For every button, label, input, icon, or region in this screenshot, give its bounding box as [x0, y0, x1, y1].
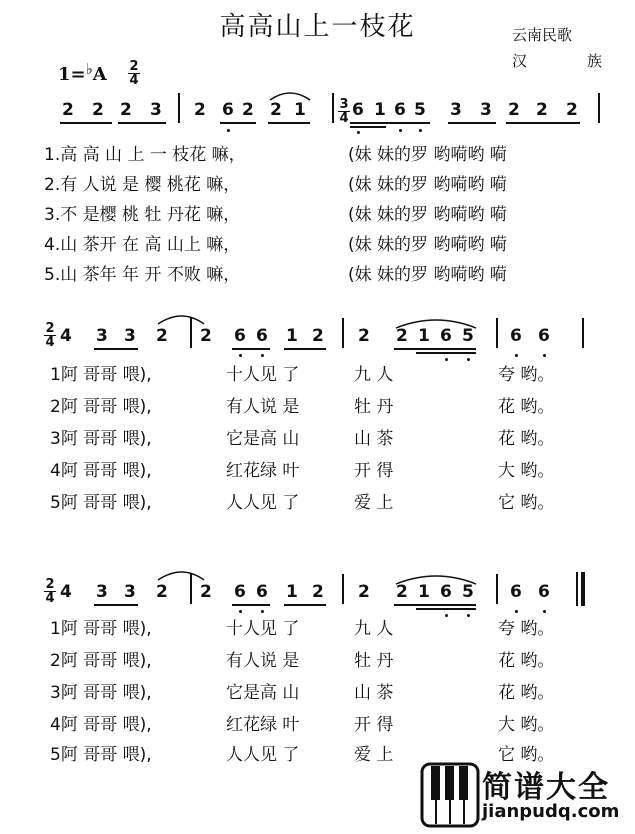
lyric-phrase: 花 哟。: [498, 397, 555, 417]
lyric-phrase: 山 茶: [354, 683, 394, 703]
octave-dot: [261, 610, 264, 613]
lyric-line: 4阿 哥哥 喂),: [50, 461, 152, 481]
final-barline-thick: [581, 572, 585, 606]
note: 6: [510, 582, 522, 602]
note: 2: [200, 582, 212, 602]
note: 3: [124, 582, 136, 602]
time-signature: [338, 98, 350, 125]
note: 2: [536, 100, 548, 120]
beam: [60, 122, 112, 124]
key-label: 1=: [58, 64, 86, 85]
lyric-phrase: 十人见 了: [226, 365, 300, 385]
note: 3: [96, 582, 108, 602]
lyric-line: 5.山 茶年 年 开 不败 嘛，: [44, 265, 241, 285]
octave-dot: [467, 358, 470, 361]
barline: [582, 318, 584, 348]
lyric-phrase: 人人见 了: [226, 745, 300, 765]
lyric-phrase: 有人说 是: [226, 651, 300, 671]
lyric-line: 2.有 人说 是 樱 桃花 嘛，: [44, 175, 241, 195]
lyric-phrase: 开 得: [354, 461, 394, 481]
final-barline-thin: [576, 572, 578, 606]
lyric-phrase: 牡 丹: [354, 397, 394, 417]
time-signature: 2 4: [45, 321, 55, 350]
beam: [448, 122, 496, 124]
lyric-line: 4.山 茶开 在 高 山上 嘛，: [44, 235, 241, 255]
octave-dot: [515, 610, 518, 613]
ethnic-char-1: 汉: [512, 52, 528, 70]
note: 2: [156, 326, 168, 346]
note: 1: [294, 100, 306, 120]
song-title: 高高山上一枝花: [219, 12, 416, 42]
note: 6: [440, 582, 452, 602]
note: 6: [538, 582, 550, 602]
note: 6: [256, 582, 268, 602]
beam: [416, 608, 476, 610]
octave-dot: [399, 129, 402, 132]
barline: [332, 93, 334, 123]
note: 6: [222, 100, 234, 120]
lyric-phrase: 红花绿 叶: [226, 715, 300, 735]
note: 2: [120, 100, 132, 120]
octave-dot: [357, 131, 360, 134]
beam: [94, 348, 138, 350]
ts-top: 2: [129, 59, 139, 74]
note: 2: [92, 100, 104, 120]
beam: [232, 348, 270, 350]
octave-dot: [543, 354, 546, 357]
lyric-phrase: 牡 丹: [354, 651, 394, 671]
octave-dot: [239, 354, 242, 357]
lyric-line: 1.高 高 山 上 一 枝花 嘛，: [44, 145, 246, 165]
lyric-phrase: 山 茶: [354, 429, 394, 449]
lyric-phrase: 爱 上: [354, 745, 394, 765]
note: 2: [358, 326, 370, 346]
note: 6: [394, 100, 406, 120]
lyric-line: 3阿 哥哥 喂),: [50, 429, 152, 449]
note: 5: [462, 582, 474, 602]
slur: [394, 316, 478, 330]
barline: [178, 93, 180, 123]
beam: [284, 604, 326, 606]
octave-dot: [543, 610, 546, 613]
note: 3: [450, 100, 462, 120]
beam: [394, 604, 476, 606]
lyric-line: 3阿 哥哥 喂),: [50, 683, 152, 703]
slur: [268, 88, 312, 102]
note: 2: [396, 326, 408, 346]
note: 6: [234, 326, 246, 346]
lyric-phrase: 人人见 了: [226, 493, 300, 513]
note: 4: [60, 582, 72, 602]
lyric-phrase: 它是高 山: [226, 683, 300, 703]
octave-dot: [445, 358, 448, 361]
note: 2: [566, 100, 578, 120]
note: 2: [156, 582, 168, 602]
note: 1: [286, 582, 298, 602]
flat-sign: ♭: [85, 60, 93, 78]
lyric-line: 5阿 哥哥 喂),: [50, 745, 152, 765]
beam: [350, 122, 430, 124]
note: 2: [194, 100, 206, 120]
octave-dot: [227, 129, 230, 132]
watermark-url: jianpudq.com: [482, 801, 620, 822]
note: 5: [414, 100, 426, 120]
beam: [232, 604, 270, 606]
note: 6: [256, 326, 268, 346]
lyric-phrase: 它 哟。: [498, 493, 555, 513]
note: 3: [150, 100, 162, 120]
lyric-phrase: 开 得: [354, 715, 394, 735]
octave-dot: [261, 354, 264, 357]
ts-bottom: 4: [129, 73, 139, 88]
slur: [156, 568, 206, 582]
lyric-line: 2阿 哥哥 喂),: [50, 651, 152, 671]
note: 6: [538, 326, 550, 346]
lyric-phrase: 花 哟。: [498, 429, 555, 449]
note: 2: [200, 326, 212, 346]
lyric-phrase: 九 人: [354, 365, 394, 385]
lyric-phrase: 夸 哟。: [498, 619, 555, 639]
time-signature: 2 4: [45, 577, 55, 606]
lyric-line: 2阿 哥哥 喂),: [50, 397, 152, 417]
beam: [416, 352, 476, 354]
beam: [284, 348, 326, 350]
lyric-phrase: 有人说 是: [226, 397, 300, 417]
lyric-phrase: 红花绿 叶: [226, 461, 300, 481]
lyric-phrase: 它 哟。: [498, 745, 555, 765]
barline: [496, 318, 498, 348]
key-time-signature: [128, 60, 140, 87]
beam: [506, 122, 580, 124]
beam: [94, 604, 138, 606]
key-signature: [58, 60, 107, 85]
lyric-phrase: 夸 哟。: [498, 365, 555, 385]
beam: [268, 122, 310, 124]
note: 1: [286, 326, 298, 346]
note: 3: [96, 326, 108, 346]
beam: [118, 122, 166, 124]
beam: [350, 126, 386, 128]
barline: [342, 574, 344, 604]
lyric-phrase: 花 哟。: [498, 683, 555, 703]
song-origin: 云南民歌: [512, 26, 573, 44]
note: 6: [440, 326, 452, 346]
lyric-phrase: 大 哟。: [498, 715, 555, 735]
octave-dot: [419, 129, 422, 132]
lyric-phrase: 九 人: [354, 619, 394, 639]
beam: [394, 348, 476, 350]
key-note: A: [92, 64, 107, 85]
note: 2: [396, 582, 408, 602]
octave-dot: [445, 614, 448, 617]
lyric-phrase: 十人见 了: [226, 619, 300, 639]
note: 6: [510, 326, 522, 346]
lyric-phrase: 大 哟。: [498, 461, 555, 481]
watermark-text: 简谱大全: [482, 770, 610, 805]
note: 1: [418, 582, 430, 602]
lyric-phrase: 花 哟。: [498, 651, 555, 671]
barline: [342, 318, 344, 348]
ts-top: 3: [339, 97, 349, 112]
note: 2: [508, 100, 520, 120]
octave-dot: [467, 614, 470, 617]
note: 2: [312, 326, 324, 346]
lyric-line: 4阿 哥哥 喂),: [50, 715, 152, 735]
lyric-line: 5阿 哥哥 喂),: [50, 493, 152, 513]
lyric-line-tail: (妹 妹的罗 哟嗬哟 嗬: [348, 265, 507, 285]
note: 1: [374, 100, 386, 120]
ethnic-char-2: 族: [586, 52, 602, 70]
octave-dot: [239, 610, 242, 613]
note: 3: [480, 100, 492, 120]
lyric-phrase: 它是高 山: [226, 429, 300, 449]
lyric-line: 3.不 是樱 桃 牡 丹花 嘛，: [44, 205, 241, 225]
barline: [598, 93, 600, 123]
song-ethnic: [512, 50, 602, 71]
lyric-line-tail: (妹 妹的罗 哟嗬哟 嗬: [348, 175, 507, 195]
note: 4: [60, 326, 72, 346]
note: 6: [234, 582, 246, 602]
note: 5: [462, 326, 474, 346]
lyric-line-tail: (妹 妹的罗 哟嗬哟 嗬: [348, 205, 507, 225]
note: 2: [358, 582, 370, 602]
note: 2: [62, 100, 74, 120]
beam: [220, 122, 256, 124]
lyric-line-tail: (妹 妹的罗 哟嗬哟 嗬: [348, 235, 507, 255]
slur: [156, 312, 206, 326]
note: 2: [242, 100, 254, 120]
lyric-line-tail: (妹 妹的罗 哟嗬哟 嗬: [348, 145, 507, 165]
note: 2: [312, 582, 324, 602]
barline: [496, 574, 498, 604]
note: 3: [124, 326, 136, 346]
slur: [394, 572, 478, 586]
lyric-phrase: 爱 上: [354, 493, 394, 513]
lyric-line: 1阿 哥哥 喂),: [50, 365, 152, 385]
ts-bottom: 4: [339, 111, 349, 126]
lyric-line: 1阿 哥哥 喂),: [50, 619, 152, 639]
note: 2: [270, 100, 282, 120]
octave-dot: [515, 354, 518, 357]
note: 1: [418, 326, 430, 346]
note: 6: [352, 100, 364, 120]
